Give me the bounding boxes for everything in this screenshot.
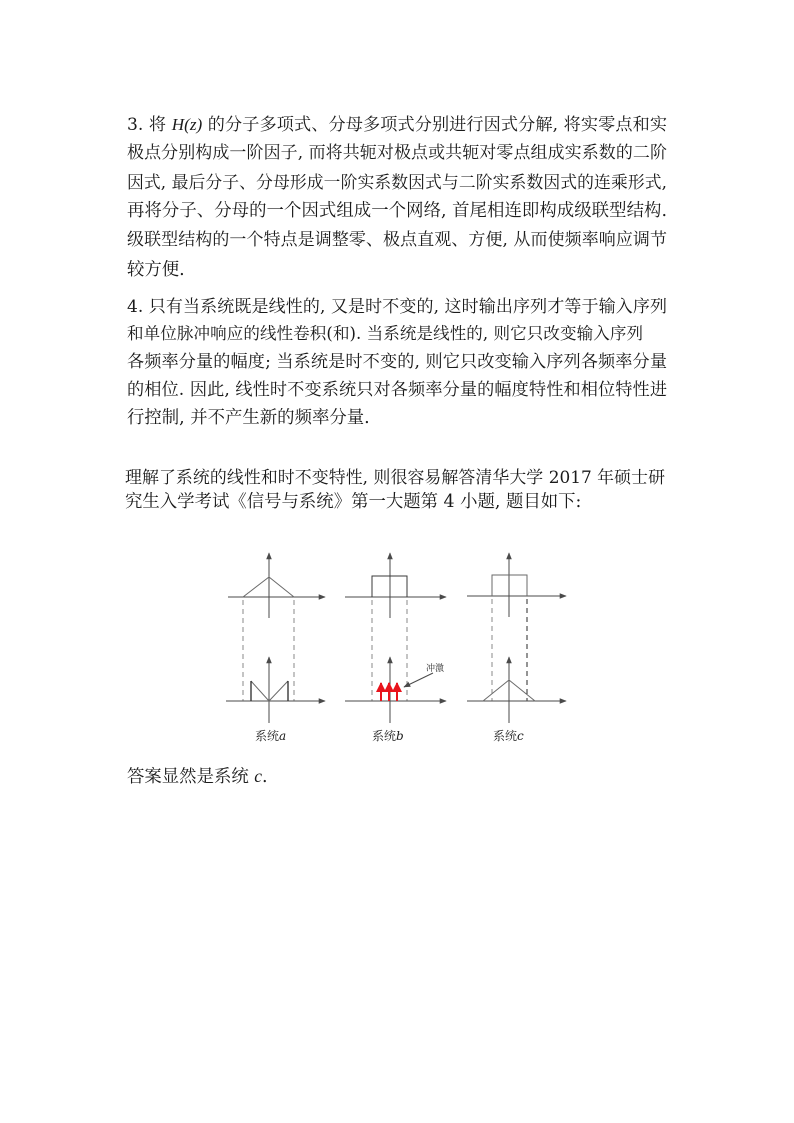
item-3-line-5: 级联型结构的一个特点是调整零、极点直观、方便, 从而使频率响应调节 (127, 230, 667, 250)
item-4-line-5: 行控制, 并不产生新的频率分量. (127, 408, 370, 428)
item-3-pre: 将 (148, 115, 167, 135)
intro-line-2: 究生入学考试《信号与系统》第一大题第 4 小题, 题目如下: (125, 492, 582, 512)
panel-a-label: 系统a (255, 729, 287, 743)
transfer-function: H(z) (171, 115, 203, 134)
answer-text: 答案显然是系统 (127, 767, 249, 787)
answer-period: . (262, 767, 268, 787)
impulse-annotation-label: 冲激 (426, 664, 445, 674)
item-number: 3. (127, 115, 144, 135)
item-3-line-1-text: 的分子多项式、分母多项式分别进行因式分解, 将实零点和实 (207, 115, 668, 135)
item-3-line-6: 较方便. (127, 260, 185, 280)
panel-c (467, 553, 566, 743)
item-3-line-2: 极点分别构成一阶因子, 而将共轭对极点或共轭对零点组成实系数的二阶 (127, 143, 667, 163)
panel-b-label: 系统b (372, 729, 404, 743)
panel-b (345, 553, 446, 743)
answer-line (127, 765, 667, 787)
answer-variable: c (254, 766, 263, 786)
item-4-line-2-text: 和单位脉冲响应的线性卷积(和). 当系统是线性的, 则它只改变输入序列 (127, 324, 643, 343)
panel-a (226, 553, 325, 743)
item-3-line-3: 因式, 最后分子、分母形成一阶实系数因式与二阶实系数因式的连乘形式, (127, 172, 667, 192)
item-4-line-3: 各频率分量的幅度; 当系统是时不变的, 则它只改变输入序列各频率分量 (127, 352, 667, 372)
intro-line-1: 理解了系统的线性和时不变特性, 则很容易解答清华大学 2017 年硕士研 (125, 467, 665, 487)
item-4-line-4: 的相位. 因此, 线性时不变系统只对各频率分量的幅度特性和相位特性进 (127, 380, 667, 400)
item-4-line-1: 4. 只有当系统既是线性的, 又是时不变的, 这时输出序列才等于输入序列 (127, 297, 667, 317)
panel-c-label: 系统c (493, 729, 524, 743)
impulse-annotation-pointer (404, 673, 433, 687)
item-3-line-4: 再将分子、分母的一个因式组成一个网络, 首尾相连即构成级联型结构. (127, 201, 667, 221)
